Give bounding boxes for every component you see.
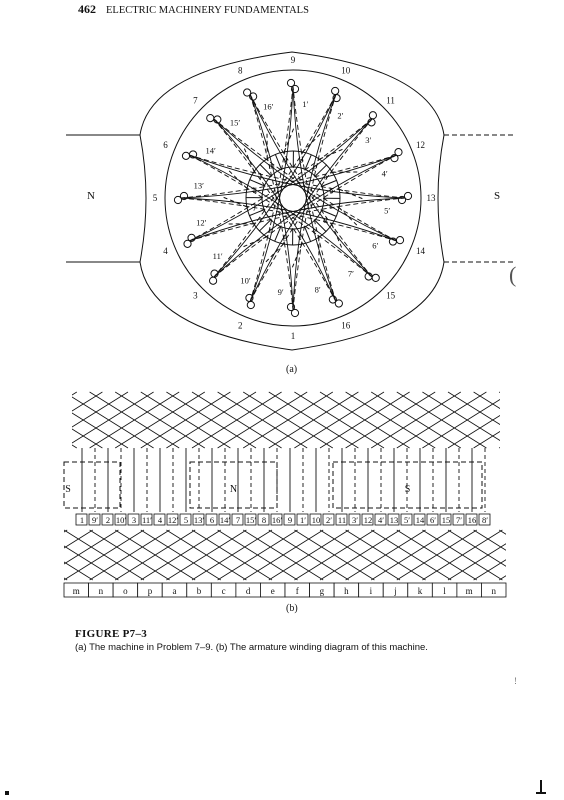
subcaption-a: (a)	[286, 364, 298, 375]
running-title: ELECTRIC MACHINERY FUNDAMENTALS	[106, 5, 309, 16]
slot-number: 10′	[115, 515, 127, 525]
inner-slot-label: 2′	[337, 110, 344, 121]
segment-label: f	[295, 586, 299, 596]
slot-label: 4	[163, 245, 168, 256]
pole-shoe-right	[438, 135, 444, 262]
slot-number: 4′	[377, 515, 385, 525]
slot-number: 11′	[141, 515, 153, 525]
commutator-label: e	[312, 226, 317, 236]
commutator-label: a	[323, 172, 328, 182]
stray-mark: !	[514, 676, 517, 686]
segment-label: b	[196, 586, 202, 596]
commutator-label: f	[298, 232, 302, 242]
commutator-divider	[305, 227, 311, 242]
slot-label: 5	[152, 193, 158, 203]
segment-label: o	[123, 586, 128, 596]
slot-number: 1	[79, 515, 85, 525]
slot-number: 16′	[271, 515, 283, 525]
slot-number: 7	[235, 515, 241, 525]
slot-label: 7	[193, 95, 198, 106]
slot-number: 4	[157, 515, 163, 525]
conductor-outer	[396, 237, 403, 244]
slot-number: 2′	[325, 515, 333, 525]
slot-number: 12	[363, 515, 373, 525]
mask	[500, 385, 564, 453]
commutator-label: i	[259, 215, 262, 225]
segment-label: n	[98, 586, 104, 596]
stray-mark: (	[509, 262, 517, 287]
segment-label: n	[491, 586, 496, 596]
inner-slot-label: 1′	[302, 98, 309, 109]
commutator-divider	[249, 210, 264, 216]
slot-number: 15′	[245, 515, 257, 525]
winding-coil	[181, 198, 397, 241]
rotor-outline	[165, 70, 421, 326]
segment-label: i	[369, 586, 373, 596]
pole-label: N	[229, 484, 238, 495]
pole-label: S	[65, 484, 71, 495]
slot-number: 7′	[455, 515, 463, 525]
slot-label: 11	[386, 95, 395, 106]
slot-label: 8	[237, 65, 243, 76]
commutator-label: p	[312, 161, 317, 171]
pole-label-south: S	[494, 190, 501, 202]
inner-slot-label: 5′	[384, 205, 391, 216]
slot-label: 3	[193, 290, 198, 301]
inner-slot-label: 12′	[196, 217, 207, 228]
segment-label: k	[417, 586, 423, 596]
inner-slot-label: 3′	[365, 135, 372, 146]
conductor-outer	[332, 87, 339, 94]
segment-label: e	[270, 586, 275, 596]
segment-label: j	[394, 586, 397, 596]
inner-slot-label: 13′	[193, 180, 204, 191]
figure-b	[0, 385, 564, 597]
pole-label: S	[404, 484, 411, 495]
slot-number: 11	[337, 515, 347, 525]
pole-label-north: N	[87, 190, 95, 202]
slot-number: 16	[467, 515, 477, 525]
conductor-outer	[372, 274, 379, 281]
commutator-label: j	[253, 201, 256, 211]
segment-label: d	[245, 586, 251, 596]
inner-slot-label: 11′	[212, 250, 223, 261]
mask	[506, 526, 564, 584]
slot-label: 12	[415, 140, 425, 151]
slot-number: 5′	[403, 515, 411, 525]
winding-return	[190, 198, 406, 241]
commutator-label: m	[268, 161, 275, 171]
segment-label: m	[465, 586, 473, 596]
slot-number: 5	[183, 515, 189, 525]
slot-label: 16	[341, 320, 351, 331]
inner-slot-label: 8′	[314, 284, 321, 295]
figure-caption: (a) The machine in Problem 7–9. (b) The armature winding diagram of this machine.	[75, 642, 428, 653]
slot-label: 15	[386, 290, 396, 301]
conductor-outer	[369, 112, 376, 119]
segment-label: g	[319, 586, 325, 596]
commutator-label: k	[252, 186, 257, 196]
inner-slot-label: 16′	[263, 101, 274, 112]
commutator-label: l	[259, 172, 262, 182]
mask	[0, 385, 72, 453]
corner-mark	[5, 791, 9, 795]
corner-mark	[536, 792, 546, 794]
slot-label: 2	[237, 320, 243, 331]
winding-coil	[181, 155, 397, 198]
slot-number: 14′	[219, 515, 231, 525]
mask	[0, 526, 64, 584]
inner-slot-label: 4′	[381, 168, 388, 179]
slot-label: 1	[290, 331, 296, 341]
segment-label: l	[443, 586, 446, 596]
conductor-outer	[207, 114, 214, 121]
conductor-outer	[182, 152, 189, 159]
winding-return	[190, 155, 406, 198]
winding-return	[250, 95, 293, 311]
segment-label: m	[72, 586, 80, 596]
commutator-label: g	[283, 232, 288, 242]
inner-slot-label: 7′	[347, 268, 354, 279]
slot-number: 3	[131, 515, 137, 525]
slot-number: 15	[441, 515, 451, 525]
slot-number: 8	[261, 515, 267, 525]
slot-number: 13′	[193, 515, 205, 525]
slot-label: 6	[163, 140, 168, 151]
winding-coil	[250, 95, 293, 311]
inner-slot-label: 10′	[240, 275, 251, 286]
commutator-label: o	[298, 155, 303, 165]
inner-slot-label: 15′	[229, 117, 241, 128]
slot-number: 6	[209, 515, 215, 525]
commutator-divider	[275, 154, 281, 169]
conductor-outer	[209, 277, 216, 284]
commutator-label: n	[283, 155, 288, 165]
slot-number: 13	[389, 515, 399, 525]
slot-number: 2	[105, 515, 111, 525]
commutator-label: c	[329, 201, 333, 211]
slot-label: 9	[290, 55, 296, 65]
winding-coil	[190, 198, 406, 241]
segment-label: a	[172, 586, 177, 596]
pole-box	[64, 462, 120, 508]
slot-number: 9′	[91, 515, 99, 525]
inner-slot-label: 14′	[205, 145, 216, 156]
slot-number: 9	[287, 515, 293, 525]
slot-label: 13	[426, 193, 436, 203]
slot-number: 14	[415, 515, 425, 525]
segment-label: c	[221, 586, 226, 596]
pole-shoe-left	[140, 135, 146, 262]
segment-label: p	[147, 586, 153, 596]
inner-slot-label: 6′	[372, 240, 379, 251]
slot-label: 10	[341, 65, 351, 76]
slot-number: 10	[311, 515, 321, 525]
slot-number: 1′	[299, 515, 307, 525]
slot-number: 8′	[481, 515, 489, 525]
inner-slot-label: 9′	[277, 287, 284, 298]
winding-coil	[190, 155, 406, 198]
commutator-label: h	[269, 226, 274, 236]
conductor-outer	[247, 301, 254, 308]
slot-number: 3′	[351, 515, 359, 525]
page-number: 462	[78, 2, 96, 16]
figure-title: FIGURE P7–3	[75, 628, 148, 640]
commutator-label: b	[329, 186, 334, 196]
slot-number: 6′	[429, 515, 437, 525]
slot-label: 14	[415, 245, 425, 256]
slot-number: 12′	[167, 515, 179, 525]
figure-a-windings	[153, 55, 436, 341]
segment-label: h	[344, 586, 349, 596]
winding-return	[181, 155, 397, 198]
commutator-label: d	[323, 215, 328, 225]
winding-return	[181, 198, 397, 241]
subcaption-b: (b)	[286, 603, 298, 614]
